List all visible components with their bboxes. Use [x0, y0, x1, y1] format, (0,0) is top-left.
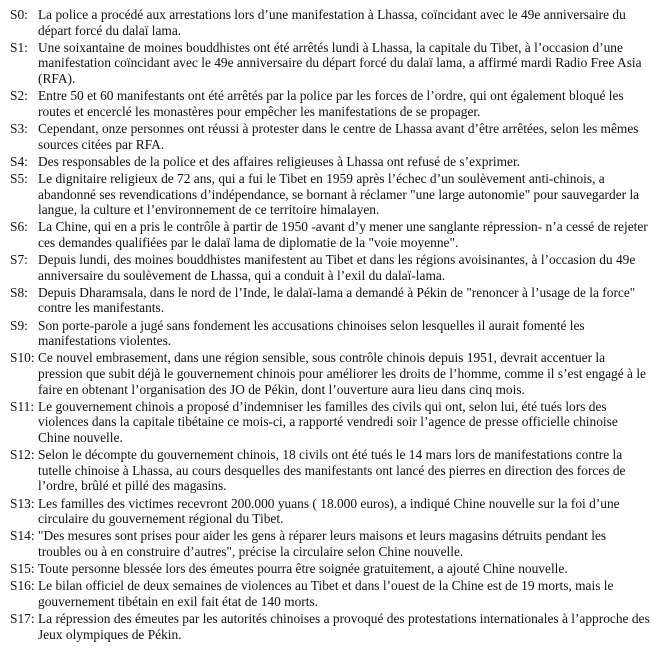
sentence-id: S12: — [10, 447, 35, 463]
sentence-id: S2: — [10, 88, 28, 104]
sentence-s14 — [10, 528, 652, 559]
sentence-id: S17: — [10, 611, 35, 627]
sentence-text: Le gouvernement chinois a proposé d’indemniser les familles des civils qui ont, selon lui, été tués lors des violences dans la capitale tibétaine ce mois-ci, a rapporté vendredi soir l’agence de presse officielle chinoise Chine nouvelle. — [38, 398, 618, 445]
sentence-text: Cependant, onze personnes ont réussi à protester dans le centre de Lhassa avant d’être arrêtées, selon les mêmes sources citées par RFA. — [38, 120, 639, 152]
sentence-s12 — [10, 447, 652, 494]
sentence-text: "Des mesures sont prises pour aider les gens à réparer leurs maisons et leurs magasins détruits pendant les troubles ou à en construire d’autres", précise la circulaire selon Chine nouvelle. — [38, 528, 607, 559]
sentence-s8 — [10, 285, 652, 316]
sentence-text: Une soixantaine de moines bouddhistes ont été arrêtés lundi à Lhassa, la capitale du Tibet, à l’occasion d’une manifestation coïncidant avec le 49e anniversaire du départ forcé du dalaï lama, a affirmé mardi Radio Free Asia (RFA). — [38, 39, 642, 86]
sentence-s16 — [10, 578, 652, 609]
sentence-s7 — [10, 252, 652, 283]
sentence-id: S13: — [10, 495, 35, 511]
sentence-text: Des responsables de la police et des affaires religieuses à Lhassa ont refusé de s’exprimer. — [38, 153, 521, 169]
sentence-text: Depuis lundi, des moines bouddhistes manifestent au Tibet et dans les régions avoisinantes, à l’occasion du 49e anniversaire du soulèvement de Lhassa, qui a conduit à l’exil du dalaï-lama. — [38, 252, 636, 283]
sentence-text: La Chine, qui en a pris le contrôle à partir de 1950 -avant d’y mener une sanglante répression- n’a cessé de rejeter ces demandes qualifiées par le dalaï lama de diplomatie de la "voie moyenne". — [38, 219, 648, 250]
sentence-id: S3: — [10, 120, 28, 136]
sentence-text: Les familles des victimes recevront 200.000 yuans ( 18.000 euros), a indiqué Chine nouvelle sur la foi d’une circulaire du gouvernement régional du Tibet. — [38, 495, 620, 527]
sentence-s4 — [10, 154, 652, 170]
sentence-id: S14: — [10, 528, 35, 544]
sentence-text: La répression des émeutes par les autorités chinoises a provoqué des protestations internationales à l’approche des Jeux olympiques de Pékin. — [38, 611, 650, 642]
sentence-id: S5: — [10, 170, 28, 186]
sentence-id: S1: — [10, 39, 28, 55]
sentence-text: Son porte-parole a jugé sans fondement les accusations chinoises selon lesquelles il aurait fomenté les manifestations violentes. — [38, 317, 585, 349]
sentence-text: Depuis Dharamsala, dans le nord de l’Inde, le dalaï-lama a demandé à Pékin de "renoncer à l’usage de la force" contre les manifestants. — [38, 284, 636, 316]
sentence-text: Entre 50 et 60 manifestants ont été arrêtés par la police par les forces de l’ordre, qui ont également bloqué les routes et encerclé les monastères pour empêcher les manifestations de se propager. — [38, 88, 624, 119]
sentence-id: S16: — [10, 578, 35, 594]
sentence-s2 — [10, 88, 652, 119]
sentence-s13 — [10, 496, 652, 527]
sentence-id: S10: — [10, 350, 35, 366]
sentence-s6 — [10, 219, 652, 250]
sentence-id: S8: — [10, 284, 28, 300]
sentence-text: Le bilan officiel de deux semaines de violences au Tibet et dans l’ouest de la Chine est de 19 morts, mais le gouvernement tibétain en exil fait état de 140 morts. — [38, 578, 614, 609]
sentence-id: S0: — [10, 7, 28, 22]
sentence-id: S15: — [10, 561, 35, 577]
sentence-id: S7: — [10, 252, 28, 268]
sentence-s11 — [10, 399, 652, 446]
sentence-s10 — [10, 350, 652, 397]
sentence-text: Ce nouvel embrasement, dans une région sensible, sous contrôle chinois depuis 1951, devrait accentuer la pression que subit déjà le gouvernement chinois pour améliorer les droits de l’homme, comme il s’est engagé à le faire en obtenant l’organisation des JO de Pékin, dont l’ouverture aura lieu dans cinq mois. — [38, 350, 646, 397]
sentence-id: S4: — [10, 153, 28, 169]
sentence-s9 — [10, 318, 652, 349]
sentence-text: La police a procédé aux arrestations lors d’une manifestation à Lhassa, coïncidant avec le 49e anniversaire du départ forcé du dalaï lama. — [38, 7, 626, 38]
sentence-text: Toute personne blessée lors des émeutes pourra être soignée gratuitement, a ajouté Chine nouvelle. — [38, 561, 568, 577]
sentence-id: S6: — [10, 219, 28, 235]
sentence-s1 — [10, 40, 652, 87]
sentence-s5 — [10, 171, 652, 218]
sentence-s15 — [10, 561, 652, 577]
sentence-text: Selon le décompte du gouvernement chinois, 18 civils ont été tués le 14 mars lors de manifestations contre la tutelle chinoise à Lhassa, au cours desquelles des manifestants ont lancé des pierres en direction des forces de l’ordre, brûlé et pillé des magasins. — [38, 447, 626, 494]
sentence-id: S11: — [10, 398, 35, 414]
sentence-s0 — [10, 7, 652, 38]
sentence-text: Le dignitaire religieux de 72 ans, qui a fui le Tibet en 1959 après l’échec d’un soulèvement anti-chinois, a abandonné ses revendications d’indépendance, se bornant à réclamer "une large autonomie" pour sauvegarder la langue, la culture et l’environnement de ce territoire himalayen. — [38, 170, 640, 218]
sentence-s17 — [10, 611, 652, 642]
sentence-id: S9: — [10, 317, 28, 333]
sentence-s3 — [10, 121, 652, 152]
